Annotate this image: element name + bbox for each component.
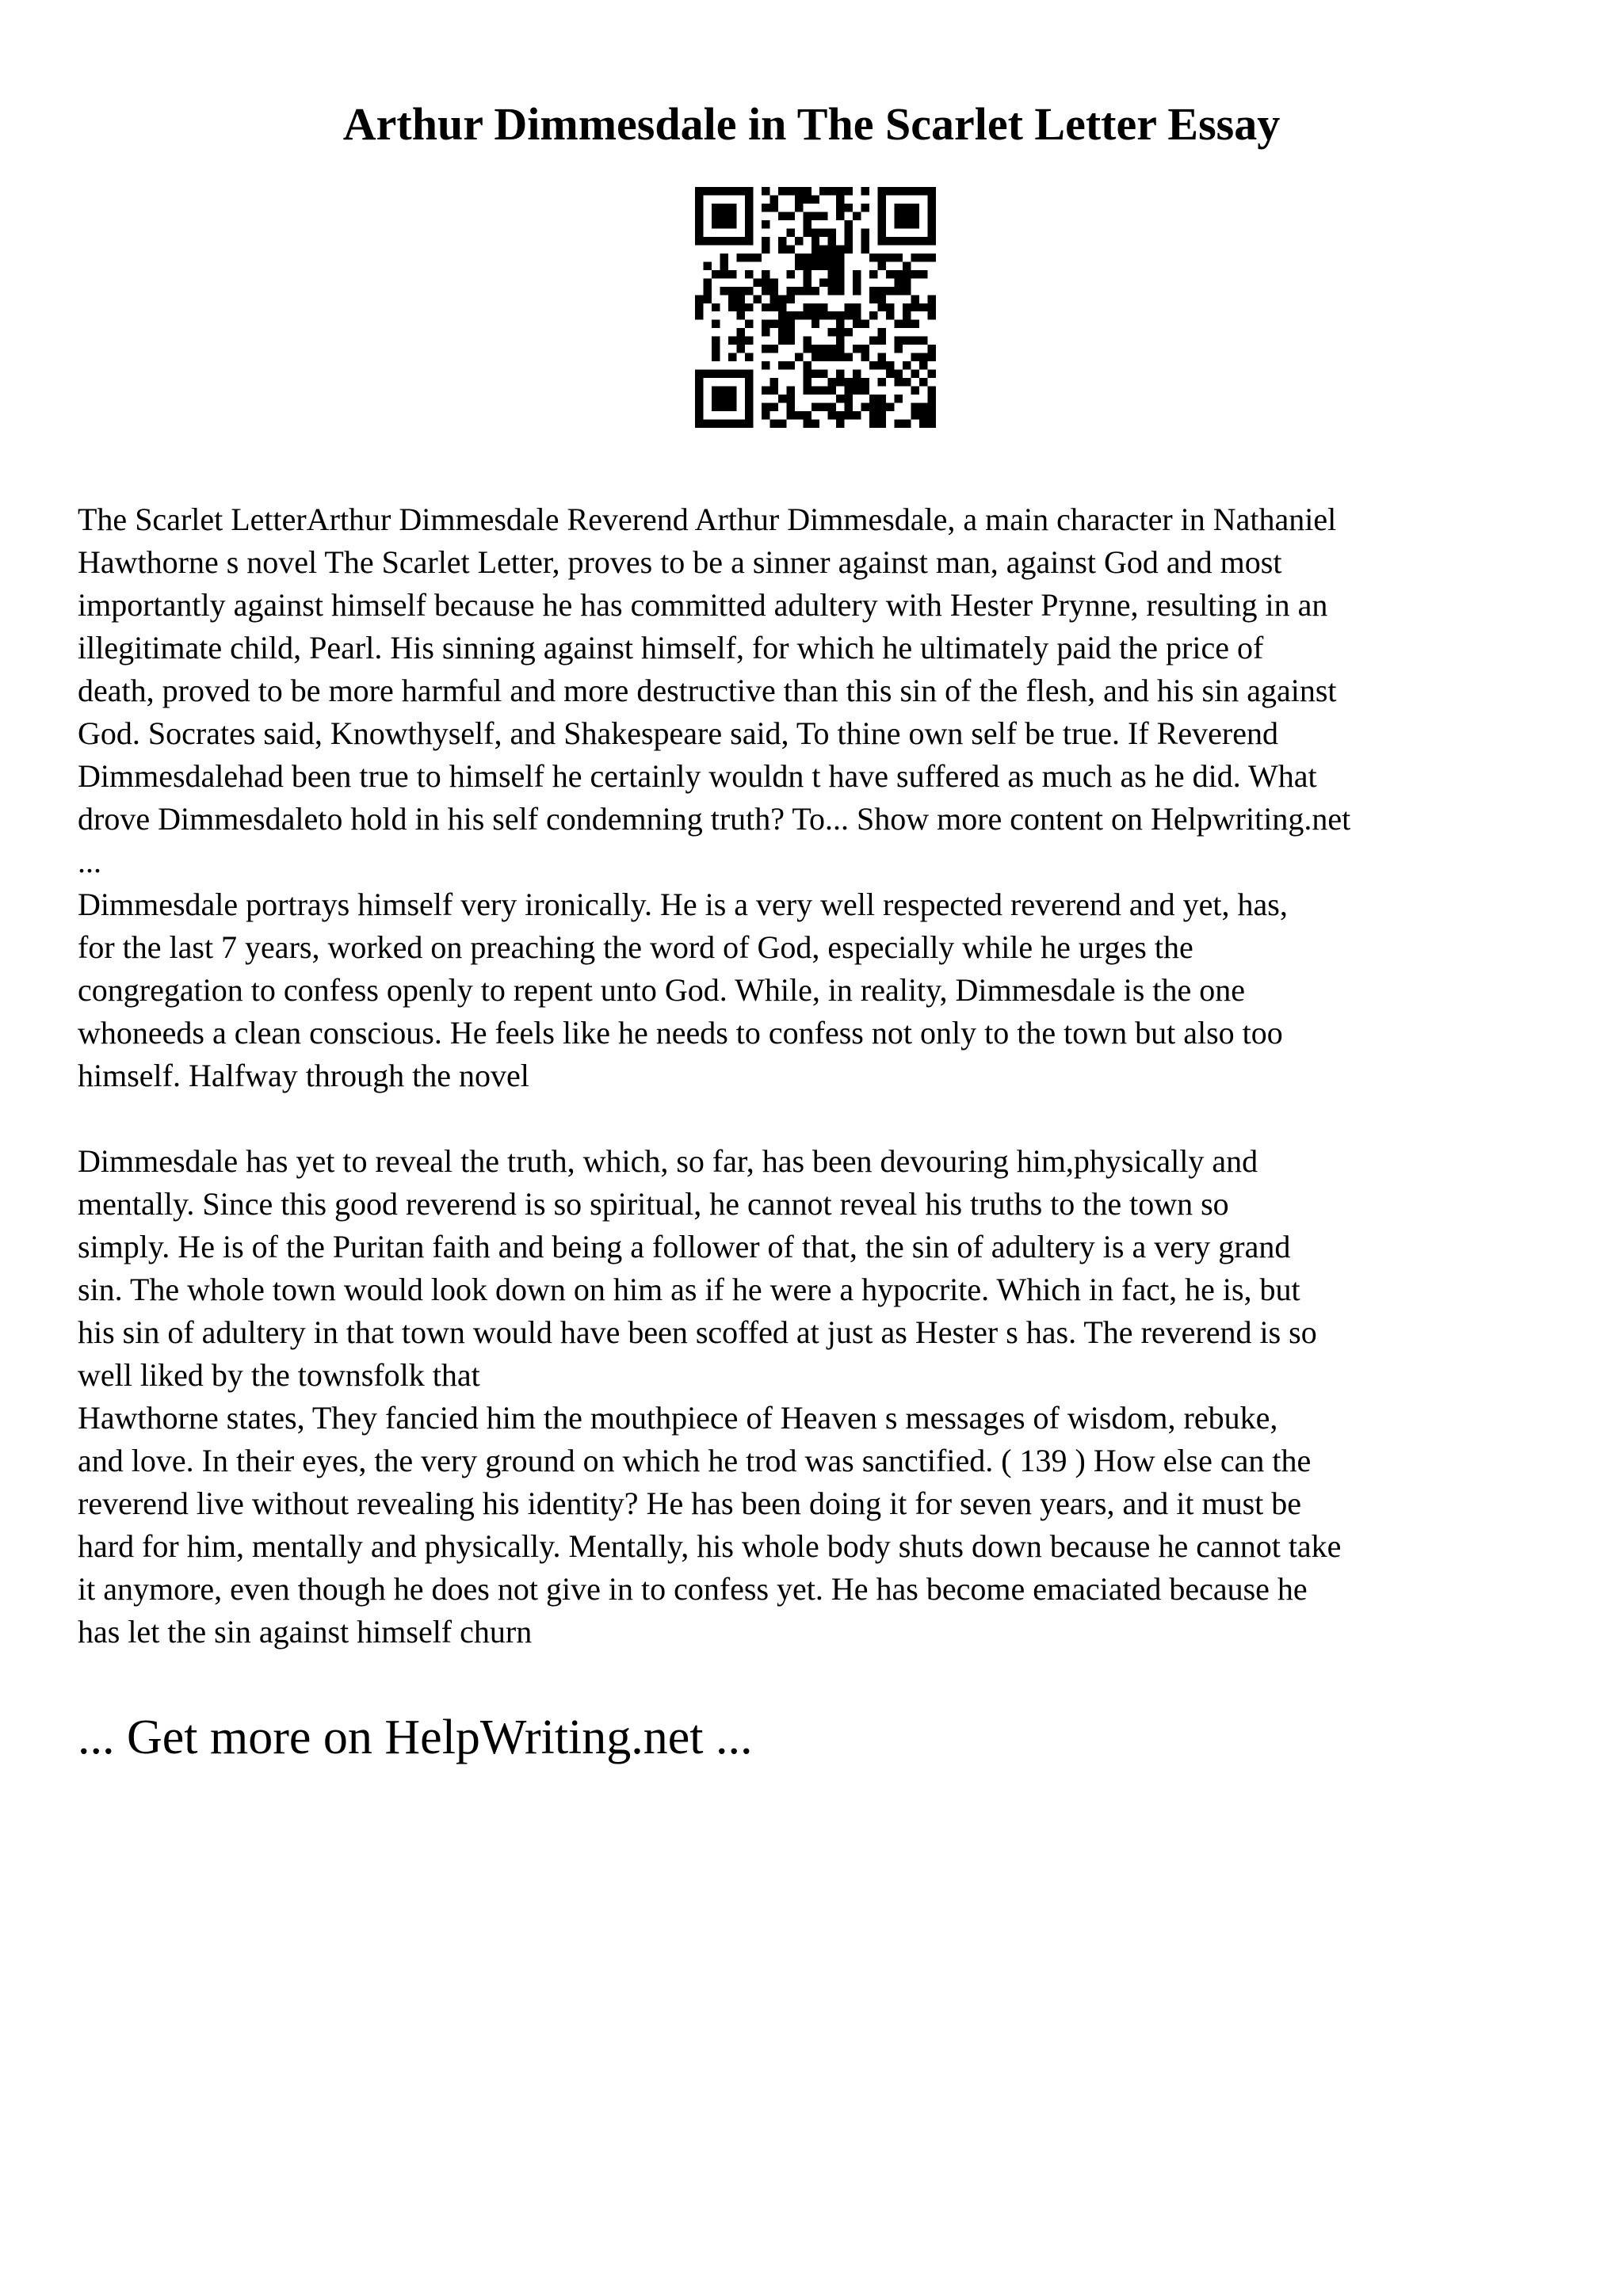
qr-code-icon[interactable] — [695, 187, 936, 428]
page-title: Arthur Dimmesdale in The Scarlet Letter Essay — [342, 98, 1281, 150]
paragraph-ironic: Dimmesdale portrays himself very ironically. He is a very well respected reverend and yet, has, for the last 7 years, worked on preaching the word of God, especially while he urges the congregation to confess openly to repent unto God. While, in reality, Dimmesdale is the one whoneeds a clean conscious. He feels like he needs to confess not only to the town but also too himself. Halfway through the novel — [78, 887, 1288, 1093]
paragraph-intro: The Scarlet LetterArthur Dimmesdale Reverend Arthur Dimmesdale, a main character in Nathaniel Hawthorne s novel The Scarlet Letter, proves to be a sinner against man, against God and most importantly against himself because he has committed adultery with Hester Prynne, resulting in an illegitimate child, Pearl. His sinning against himself, for which he ultimately paid the price of death, proved to be more harmful and more destructive than this sin of the flesh, and his sin against God. Socrates said, Knowthyself, and Shakespeare said, To thine own self be true. If Reverend Dimmesdalehad been true to himself he certainly wouldn t have suffered as much as he did. What drove Dimmesdaleto hold in his self condemning truth? To... Show more content on Helpwriting.net ... — [78, 502, 1351, 879]
paragraph-spacer — [78, 1097, 1568, 1140]
paragraph-truth: Dimmesdale has yet to reveal the truth, which, so far, has been devouring him,physically and mentally. Since this good reverend is so spiritual, he cannot reveal his truths to the town so simply. He is of the Puritan faith and being a follower of that, the sin of adultery is a very grand sin. The whole town would look down on him as if he were a hypocrite. Which in fact, he is, but his sin of adultery in that town would have been scoffed at just as Hester s has. The reverend is so well liked by the townsfolk that — [78, 1143, 1317, 1393]
paragraph-hawthorne: Hawthorne states, They fancied him the mouthpiece of Heaven s messages of wisdom, rebuke, and love. In their eyes, the very ground on which he trod was sanctified. ( 139 ) How else can the reverend live without revealing his identity? He has been doing it for seven years, and it must be hard for him, mentally and physically. Mentally, his whole body shuts down because he cannot take it anymore, even though he does not give in to confess yet. He has become emaciated because he has let the sin against himself churn — [78, 1400, 1342, 1650]
get-more-link[interactable]: ... Get more on HelpWriting.net ... — [78, 1711, 753, 1764]
essay-body — [78, 498, 1568, 1653]
